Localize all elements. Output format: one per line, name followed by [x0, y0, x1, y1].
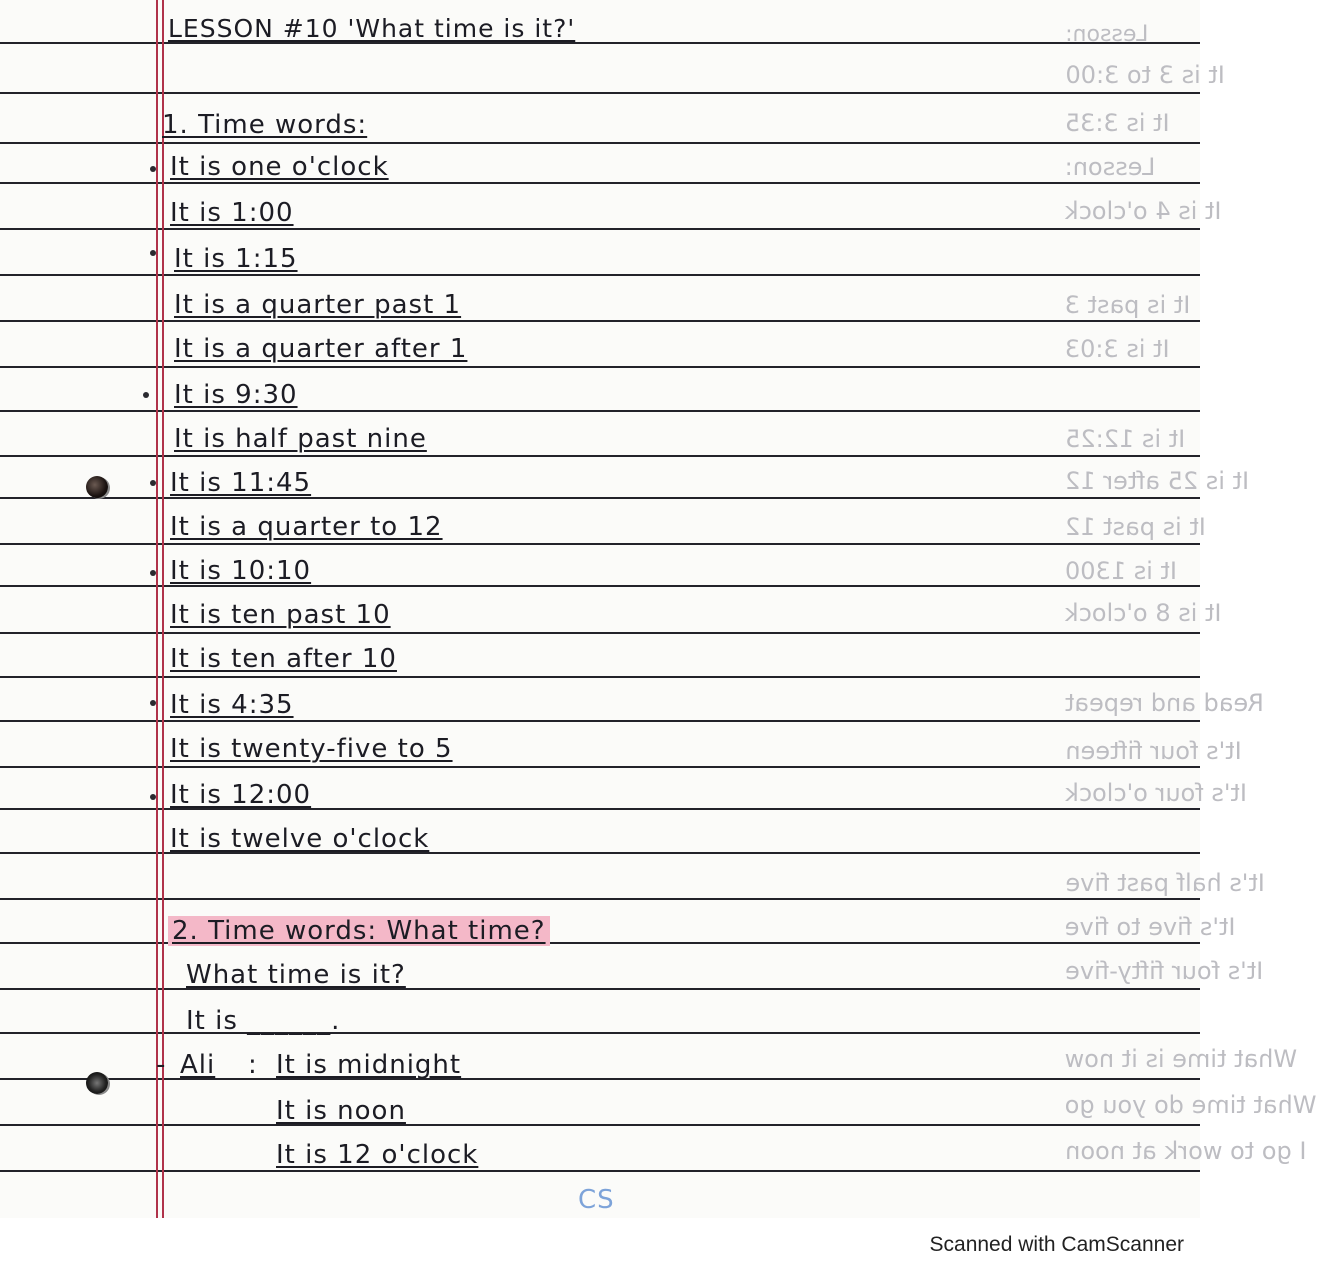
binder-hole: [86, 1072, 108, 1094]
ruled-line: [0, 543, 1200, 545]
bullet: [150, 700, 156, 706]
ruled-line: [0, 632, 1200, 634]
time-line: It is one o'clock: [170, 152, 389, 182]
bleed-through: Lesson:: [1065, 22, 1149, 47]
bleed-through: It's four fifteen: [1065, 737, 1242, 765]
time-line: It is 4:35: [170, 690, 294, 720]
answer-line: It is ______.: [186, 1006, 341, 1036]
bleed-through: What time is it now: [1065, 1045, 1298, 1073]
ruled-line: [0, 1124, 1200, 1126]
ruled-line: [0, 320, 1200, 322]
time-line: It is a quarter to 12: [170, 512, 443, 542]
ruled-line: [0, 766, 1200, 768]
binder-hole: [86, 476, 108, 498]
bleed-through: What time do you go: [1065, 1091, 1317, 1119]
ruled-line: [0, 720, 1200, 722]
ruled-line: [0, 676, 1200, 678]
bullet: [150, 480, 156, 486]
bleed-through: It is 12:25: [1065, 425, 1186, 453]
time-line: It is ten after 10: [170, 644, 397, 674]
bullet: [150, 250, 156, 256]
bleed-through: It is past 3: [1065, 291, 1191, 319]
ali-line: It is midnight: [276, 1050, 462, 1080]
bleed-through: It is 8 o'clock: [1065, 599, 1222, 627]
bleed-through: Lesson:: [1065, 153, 1156, 181]
ali-line: It is noon: [276, 1096, 406, 1126]
bleed-through: It is 25 after 12: [1065, 467, 1250, 495]
speaker-colon: :: [248, 1050, 258, 1080]
bleed-through: It is 3:35: [1065, 109, 1170, 137]
bullet: [150, 570, 156, 576]
time-line: It is 1:15: [174, 244, 298, 274]
lesson-title: LESSON #10 'What time is it?': [168, 14, 576, 43]
time-line: It is 11:45: [170, 468, 312, 498]
time-line: It is a quarter past 1: [174, 290, 462, 320]
bleed-through: It's four o'clock: [1065, 779, 1247, 807]
bullet: [150, 794, 156, 800]
bleed-through: It's five to five: [1065, 913, 1236, 941]
time-line: It is ten past 10: [170, 600, 391, 630]
time-line: It is half past nine: [174, 424, 427, 454]
dash-marker: -: [156, 1050, 167, 1080]
margin-line: [162, 0, 164, 1218]
scanner-footer: Scanned with CamScanner: [929, 1233, 1184, 1256]
ruled-line: [0, 988, 1200, 990]
ruled-line: [0, 1170, 1200, 1172]
ruled-line: [0, 455, 1200, 457]
speaker-label: Ali: [180, 1050, 216, 1080]
section-2-heading-text: 2. Time words: What time?: [168, 916, 550, 946]
bleed-through: Read and repeat: [1065, 689, 1264, 717]
bleed-through: It is past 12: [1065, 513, 1206, 541]
bleed-through: It's half past five: [1065, 869, 1265, 897]
time-line: It is twenty-five to 5: [170, 734, 453, 764]
bleed-through: It is 3 to 3:00: [1065, 61, 1225, 89]
ruled-line: [0, 274, 1200, 276]
section-2-heading: [168, 916, 550, 946]
ruled-line: [0, 410, 1200, 412]
ali-line: It is 12 o'clock: [276, 1140, 479, 1170]
time-line: It is 12:00: [170, 780, 312, 810]
ruled-line: [0, 228, 1200, 230]
ruled-line: [0, 92, 1200, 94]
ruled-line: [0, 1032, 1200, 1034]
bullet: [150, 166, 156, 172]
bleed-through: I go to work at noon: [1065, 1137, 1307, 1165]
ruled-line: [0, 366, 1200, 368]
margin-line: [156, 0, 158, 1218]
section-1-heading: 1. Time words:: [162, 110, 368, 140]
bleed-through: It is 3:03: [1065, 335, 1170, 363]
time-line: It is twelve o'clock: [170, 824, 430, 854]
ruled-line: [0, 898, 1200, 900]
time-line: It is 1:00: [170, 198, 294, 228]
ruled-line: [0, 142, 1200, 144]
time-line: It is a quarter after 1: [174, 334, 468, 364]
bleed-through: It's four fifty-five: [1065, 957, 1264, 985]
bleed-through: It is 4 o'clock: [1065, 197, 1222, 225]
ruled-line: [0, 182, 1200, 184]
question-line: What time is it?: [186, 960, 406, 990]
time-line: It is 10:10: [170, 556, 312, 586]
time-line: It is 9:30: [174, 380, 298, 410]
camscanner-watermark: CS: [578, 1185, 615, 1215]
bullet: [143, 392, 149, 398]
bleed-through: It is 1300: [1065, 557, 1177, 585]
